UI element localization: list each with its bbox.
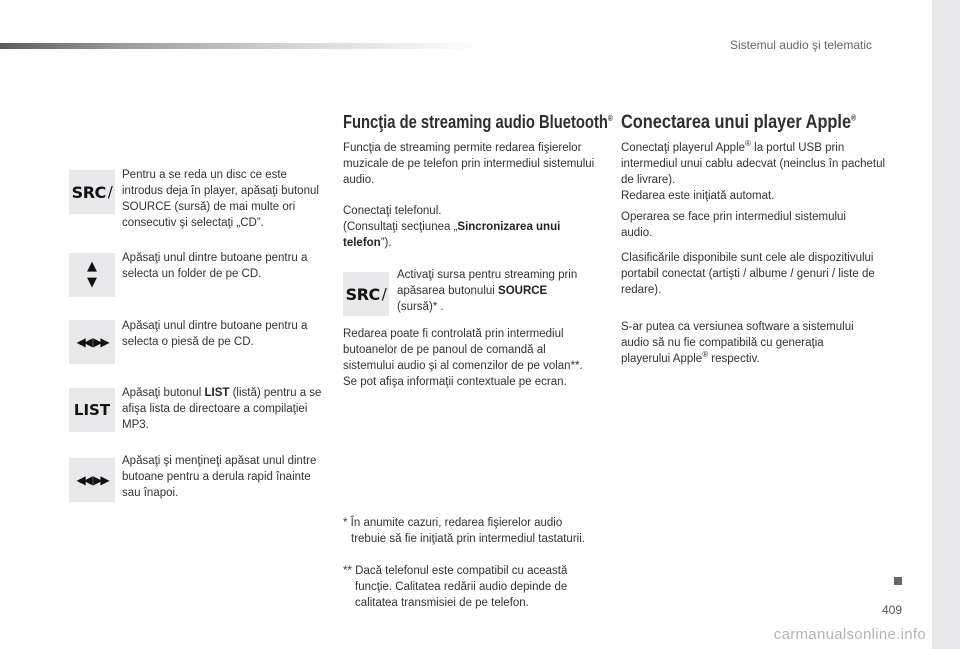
middle-p2 [343,203,598,251]
apple-player-heading [621,112,856,134]
middle-p3-pre: Activaţi sursa pentru streaming prin apăsarea butonului [397,269,578,297]
page-number: 409 [881,603,902,617]
right-p4 [621,319,876,367]
src-slash: / [107,183,113,201]
footnote-2: ** Dacă telefonul este compatibil cu această funcţie. Calitatea redării audio depinde de calitatea transmisiei de pe telefon. [343,565,568,609]
up-arrow-icon: ▲ [87,259,97,274]
left-item-4 [122,385,327,433]
fast-seek-glyph: ◀◀ ▶▶ [76,473,108,487]
right-p4-pre: S-ar putea ca versiunea software a sistemului audio să nu fie compatibilă cu generaţia playerului Apple [621,321,854,365]
left-item-1: Pentru a se reda un disc ce este introdus deja în player, apăsaţi butonul SOURCE (sursă) de mai multe ori consecutiv şi selectaţi „CD”. [122,169,319,229]
up-down-arrows-icon [69,253,115,297]
fast-seek-arrows-icon [69,458,115,502]
header-title: Sistemul audio şi telematic [729,38,872,52]
right-p3: Clasificările disponibile sunt cele ale dispozitivului portabil conectat (artişti / albume / genuri / liste de redare). [621,252,875,296]
track-seek-arrows-icon [69,320,115,364]
right-p2: Operarea se face prin intermediul sistemului audio. [621,211,846,239]
src-button-icon [69,170,115,214]
middle-p4: Redarea poate fi controlată prin intermediul butoanelor de pe panoul de comandă al sistemului audio şi al comenzilor de pe volan**. Se pot afişa informaţii contextuale pe ecran. [343,328,583,388]
watermark: carmanualsonline.info [773,626,926,643]
right-p1-line2: Redarea este iniţiată automat. [621,190,775,202]
middle-p3 [397,267,587,315]
list-button-icon [69,388,115,432]
middle-p2-post: ”). [380,237,392,249]
middle-src-slash: / [381,285,387,303]
left-item-5: Apăsaţi şi menţineţi apăsat unul dintre butoane pentru a derula rapid înainte sau înapoi. [122,455,317,499]
middle-p2-line1: Conectaţi telefonul. [343,205,442,217]
right-p1-post: la portul USB prin intermediul unui cablu adecvat (neinclus în pachetul de livrare). [621,142,886,186]
middle-p3-bold: SOURCE [498,285,548,297]
down-arrow-icon: ▼ [87,275,97,290]
apple-heading-text: Conectarea unui player Apple [621,112,852,133]
left-item-2: Apăsaţi unul dintre butoane pentru a selecta un folder de pe CD. [122,252,308,280]
apple-heading-sup: ® [851,113,857,123]
bluetooth-heading-text: Funcţia de streaming audio Bluetooth [343,112,608,132]
middle-src-button-icon [343,272,389,316]
middle-p1: Funcţia de streaming permite redarea fişierelor muzicale de pe telefon prin intermediul sistemului audio. [343,142,595,186]
page-marker-square [894,577,902,585]
middle-src-label: SRC [345,284,380,304]
right-p4-sup: ® [702,350,709,360]
middle-p2-pre: (Consultaţi secţiunea „ [343,221,458,233]
left-item-4-post: (listă) pentru a se afişa lista de directoare a compilaţiei MP3. [122,387,322,431]
src-label: SRC [71,182,106,202]
right-p1-pre: Conectaţi playerul Apple [621,142,746,154]
right-p1 [621,140,886,204]
list-label: LIST [73,401,111,419]
left-item-4-bold: LIST [204,387,230,399]
left-item-4-pre: Apăsaţi butonul [122,387,205,399]
right-p1-sup: ® [745,139,751,149]
seek-arrows-glyph: ◀◀ ▶▶ [76,335,108,349]
header-gradient-bar [0,43,480,49]
page-side-strip [932,0,960,649]
footnote-1: * În anumite cazuri, redarea fişierelor audio trebuie să fie iniţiată prin intermediul tastaturii. [343,517,585,545]
middle-p3-post: (sursă)* . [397,301,444,313]
bluetooth-streaming-heading [343,112,613,133]
bluetooth-heading-sup: ® [607,114,613,123]
right-p4-post: respectiv. [708,353,760,365]
left-item-3: Apăsaţi unul dintre butoane pentru a selecta o piesă de pe CD. [122,320,308,348]
middle-p2-bold: Sincronizarea unui telefon [343,221,561,249]
